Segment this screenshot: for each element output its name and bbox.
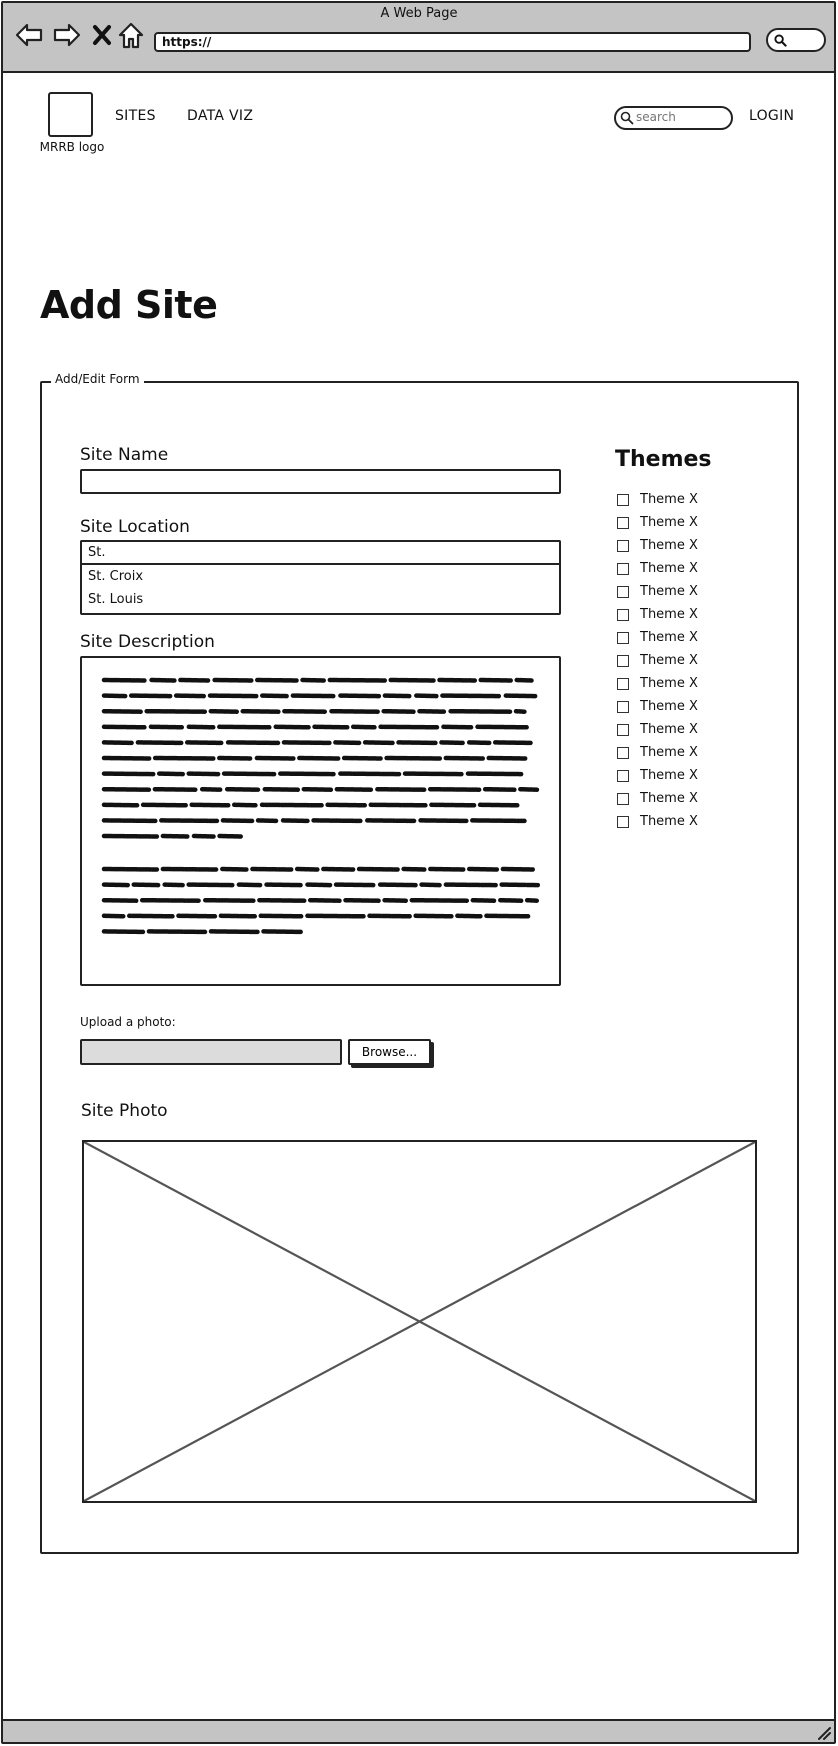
theme-label: Theme X	[640, 676, 698, 691]
location-option[interactable]: St. Croix	[88, 569, 144, 584]
upload-label: Upload a photo:	[80, 1015, 176, 1029]
theme-label: Theme X	[640, 607, 698, 622]
login-link[interactable]: LOGIN	[749, 108, 795, 124]
logo-label: MRRB logo	[39, 140, 105, 154]
browser-window-frame	[1, 1, 836, 1744]
themes-heading: Themes	[615, 447, 712, 472]
theme-label: Theme X	[640, 584, 698, 599]
location-option[interactable]: St. Louis	[88, 592, 144, 607]
theme-label: Theme X	[640, 768, 698, 783]
site-name-label: Site Name	[80, 445, 169, 465]
nav-link-data-viz[interactable]: DATA VIZ	[187, 108, 254, 124]
theme-label: Theme X	[640, 745, 698, 760]
site-location-label: Site Location	[80, 517, 190, 537]
theme-label: Theme X	[640, 515, 698, 530]
theme-label: Theme X	[640, 791, 698, 806]
theme-label: Theme X	[640, 492, 698, 507]
site-location-input[interactable]: St.	[80, 540, 561, 565]
theme-label: Theme X	[640, 538, 698, 553]
theme-label: Theme X	[640, 814, 698, 829]
theme-label: Theme X	[640, 699, 698, 714]
theme-label: Theme X	[640, 722, 698, 737]
window-title: A Web Page	[380, 6, 458, 21]
browse-button[interactable]: Browse...	[348, 1039, 431, 1065]
theme-label: Theme X	[640, 561, 698, 576]
site-photo-label: Site Photo	[81, 1101, 168, 1121]
theme-label: Theme X	[640, 630, 698, 645]
url-bar[interactable]: https://	[154, 32, 751, 52]
page-title: Add Site	[40, 283, 218, 327]
form-legend: Add/Edit Form	[51, 372, 144, 386]
nav-link-sites[interactable]: SITES	[115, 108, 156, 124]
site-description-label: Site Description	[80, 632, 215, 652]
theme-label: Theme X	[640, 653, 698, 668]
